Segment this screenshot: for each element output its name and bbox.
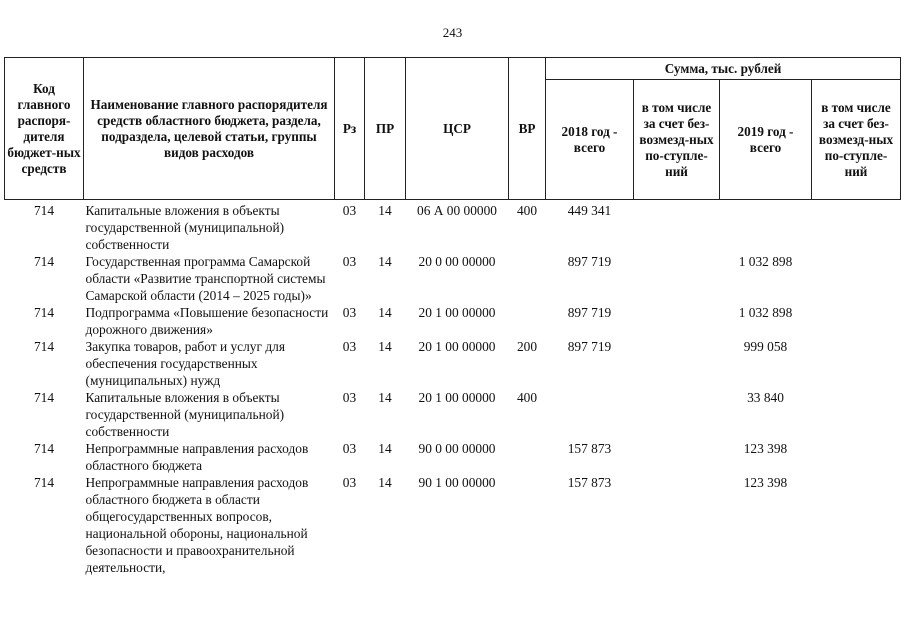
- cell-2018-total: 449 341: [567, 203, 612, 218]
- cell-csr: 20 1 00 00000: [418, 305, 496, 320]
- table-row: [5, 253, 901, 304]
- cell-2018-total: 157 873: [567, 441, 612, 456]
- table-header: [5, 58, 901, 200]
- cell-code: 714: [33, 390, 55, 405]
- cell-name: Непрограммные направления расходов областного бюджета: [85, 441, 309, 473]
- cell-2019-total: [720, 200, 812, 254]
- cell-rz: 03: [342, 441, 357, 456]
- header-vr: ВР: [509, 58, 546, 200]
- page-number: 243: [442, 25, 463, 40]
- cell-rz: 03: [342, 305, 357, 320]
- cell-2019-free: [812, 338, 901, 389]
- table-row: [5, 200, 901, 254]
- cell-2019-total: 1 032 898: [738, 305, 793, 320]
- cell-pr: 14: [378, 475, 392, 490]
- cell-2018-total: 897 719: [567, 254, 612, 269]
- cell-name: Подпрограмма «Повышение безопасности дорожного движения»: [85, 305, 329, 337]
- cell-2018-free: [634, 440, 720, 474]
- header-2019-total: 2019 год - всего: [720, 80, 812, 200]
- cell-vr: 400: [516, 390, 538, 405]
- cell-name: Закупка товаров, работ и услуг для обеспечения государственных (муниципальных) нужд: [85, 339, 285, 388]
- cell-rz: 03: [342, 203, 357, 218]
- cell-2019-free: [812, 389, 901, 440]
- cell-vr: 200: [516, 339, 538, 354]
- cell-2019-free: [812, 474, 901, 576]
- cell-name: Непрограммные направления расходов областного бюджета в области общегосударственных вопросов, национальной обороны, национальной безопасности и правоохранительной деятельности,: [85, 475, 309, 575]
- cell-name: Капитальные вложения в объекты государственной (муниципальной) собственности: [85, 203, 285, 252]
- cell-2019-total: 1 032 898: [738, 254, 793, 269]
- table-row: [5, 440, 901, 474]
- cell-csr: 20 1 00 00000: [418, 390, 496, 405]
- header-rz: Рз: [335, 58, 365, 200]
- cell-pr: 14: [378, 254, 392, 269]
- cell-code: 714: [33, 305, 55, 320]
- cell-2019-free: [812, 304, 901, 338]
- cell-2018-total: [546, 389, 634, 440]
- header-sum: Сумма, тыс. рублей: [546, 58, 901, 80]
- cell-vr: [509, 474, 546, 576]
- cell-csr: 90 1 00 00000: [418, 475, 496, 490]
- cell-rz: 03: [342, 475, 357, 490]
- cell-2019-total: 123 398: [743, 475, 788, 490]
- cell-2019-free: [812, 200, 901, 254]
- cell-csr: 90 0 00 00000: [418, 441, 496, 456]
- cell-2019-free: [812, 440, 901, 474]
- header-2019-free: в том числе за счет без-возмезд-ных по-ступле-ний: [812, 80, 901, 200]
- cell-2018-free: [634, 474, 720, 576]
- cell-pr: 14: [378, 441, 392, 456]
- cell-name: Государственная программа Самарской области «Развитие транспортной системы Самарской области (2014 – 2025 годы)»: [85, 254, 326, 303]
- cell-2019-free: [812, 253, 901, 304]
- cell-csr: 06 А 00 00000: [417, 203, 497, 218]
- table-body: [5, 200, 901, 577]
- cell-csr: 20 1 00 00000: [418, 339, 496, 354]
- header-pr: ПР: [365, 58, 406, 200]
- header-2018-total: 2018 год - всего: [546, 80, 634, 200]
- cell-2018-free: [634, 338, 720, 389]
- table-row: [5, 474, 901, 576]
- cell-csr: 20 0 00 00000: [418, 254, 496, 269]
- header-code: Код главного распоря-дителя бюджет-ных средств: [5, 58, 84, 200]
- cell-2019-total: 33 840: [747, 390, 784, 405]
- table-row: [5, 304, 901, 338]
- cell-code: 714: [33, 254, 55, 269]
- cell-rz: 03: [342, 254, 357, 269]
- cell-2018-free: [634, 304, 720, 338]
- cell-vr: [509, 440, 546, 474]
- header-csr: ЦСР: [406, 58, 509, 200]
- table-row: [5, 389, 901, 440]
- cell-pr: 14: [378, 305, 392, 320]
- cell-rz: 03: [342, 390, 357, 405]
- cell-vr: 400: [516, 203, 538, 218]
- cell-pr: 14: [378, 339, 392, 354]
- header-name: Наименование главного распорядителя средств областного бюджета, раздела, подраздела, целевой статьи, группы видов расходов: [84, 58, 335, 200]
- cell-vr: [509, 304, 546, 338]
- cell-2018-free: [634, 253, 720, 304]
- budget-table: [4, 57, 901, 576]
- cell-pr: 14: [378, 203, 392, 218]
- cell-2018-free: [634, 200, 720, 254]
- cell-2018-total: 897 719: [567, 305, 612, 320]
- cell-code: 714: [33, 203, 55, 218]
- cell-code: 714: [33, 441, 55, 456]
- cell-pr: 14: [378, 390, 392, 405]
- cell-rz: 03: [342, 339, 357, 354]
- cell-2018-free: [634, 389, 720, 440]
- cell-2019-total: 123 398: [743, 441, 788, 456]
- header-2018-free: в том числе за счет без-возмезд-ных по-ступле-ний: [634, 80, 720, 200]
- cell-code: 714: [33, 475, 55, 490]
- table-row: [5, 338, 901, 389]
- cell-name: Капитальные вложения в объекты государственной (муниципальной) собственности: [85, 390, 285, 439]
- cell-2018-total: 157 873: [567, 475, 612, 490]
- cell-2018-total: 897 719: [567, 339, 612, 354]
- cell-code: 714: [33, 339, 55, 354]
- cell-vr: [509, 253, 546, 304]
- cell-2019-total: 999 058: [743, 339, 788, 354]
